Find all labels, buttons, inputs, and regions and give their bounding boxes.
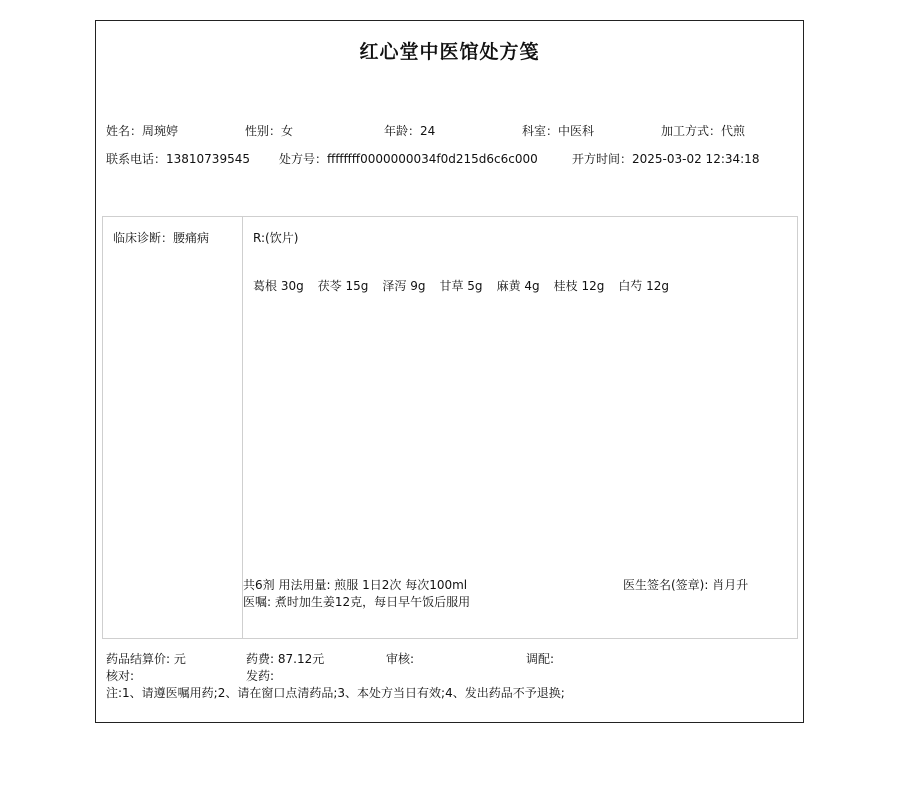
footer-notes	[106, 685, 796, 702]
processing-method: 加工方式：代煎	[661, 124, 746, 138]
herb-item: 甘草 5g	[439, 279, 483, 293]
clinical-diagnosis: 临床诊断：腰痛病	[113, 231, 210, 245]
dispense-label: 发药:	[246, 669, 275, 683]
column-divider	[242, 217, 243, 638]
herb-item: 麻黄 4g	[496, 279, 540, 293]
doctor-signature: 医生签名(签章): 肖月升	[623, 578, 749, 592]
patient-age: 年龄：24	[384, 124, 436, 138]
prescription-number: 处方号：ffffffff0000000034f0d215d6c6c000	[279, 152, 538, 166]
department: 科室：中医科	[522, 124, 595, 138]
herb-item: 桂枝 12g	[553, 279, 605, 293]
prescription-sheet	[95, 20, 804, 723]
patient-info-row-1	[106, 122, 796, 140]
drug-fee: 药费: 87.12元	[246, 652, 325, 666]
dispense-mix-label: 调配:	[526, 652, 555, 666]
doctor-advice: 医嘱: 煮时加生姜12克，每日早午饭后服用	[243, 595, 471, 609]
settlement-price: 药品结算价: 元	[106, 652, 186, 666]
prescription-time: 开方时间：2025-03-02 12:34:18	[572, 152, 760, 166]
phone-number: 联系电话：13810739545	[106, 152, 250, 166]
footer	[106, 651, 796, 702]
page-title: 红心堂中医馆处方笺	[359, 41, 540, 63]
rx-header: R:(饮片)	[253, 231, 299, 245]
herb-item: 茯苓 15g	[317, 279, 369, 293]
check-label: 核对:	[106, 669, 135, 683]
review-label: 审核:	[386, 652, 415, 666]
footer-row-1	[106, 651, 796, 668]
herb-item: 泽泻 9g	[382, 279, 426, 293]
dosage-text: 共6剂 用法用量: 煎服 1日2次 每次100ml	[243, 578, 468, 592]
usage-instructions	[243, 577, 470, 611]
herb-list	[253, 277, 669, 294]
patient-info-row-2	[106, 150, 796, 168]
notes-text: 注:1、请遵医嘱用药;2、请在窗口点清药品;3、本处方当日有效;4、发出药品不予退换;	[106, 686, 565, 700]
footer-row-2	[106, 668, 796, 685]
herb-item: 葛根 30g	[253, 279, 304, 293]
herb-item: 白芍 12g	[618, 279, 670, 293]
patient-gender: 性别：女	[245, 124, 294, 138]
patient-name: 姓名：周琬婷	[106, 124, 179, 138]
prescription-body	[102, 216, 798, 639]
